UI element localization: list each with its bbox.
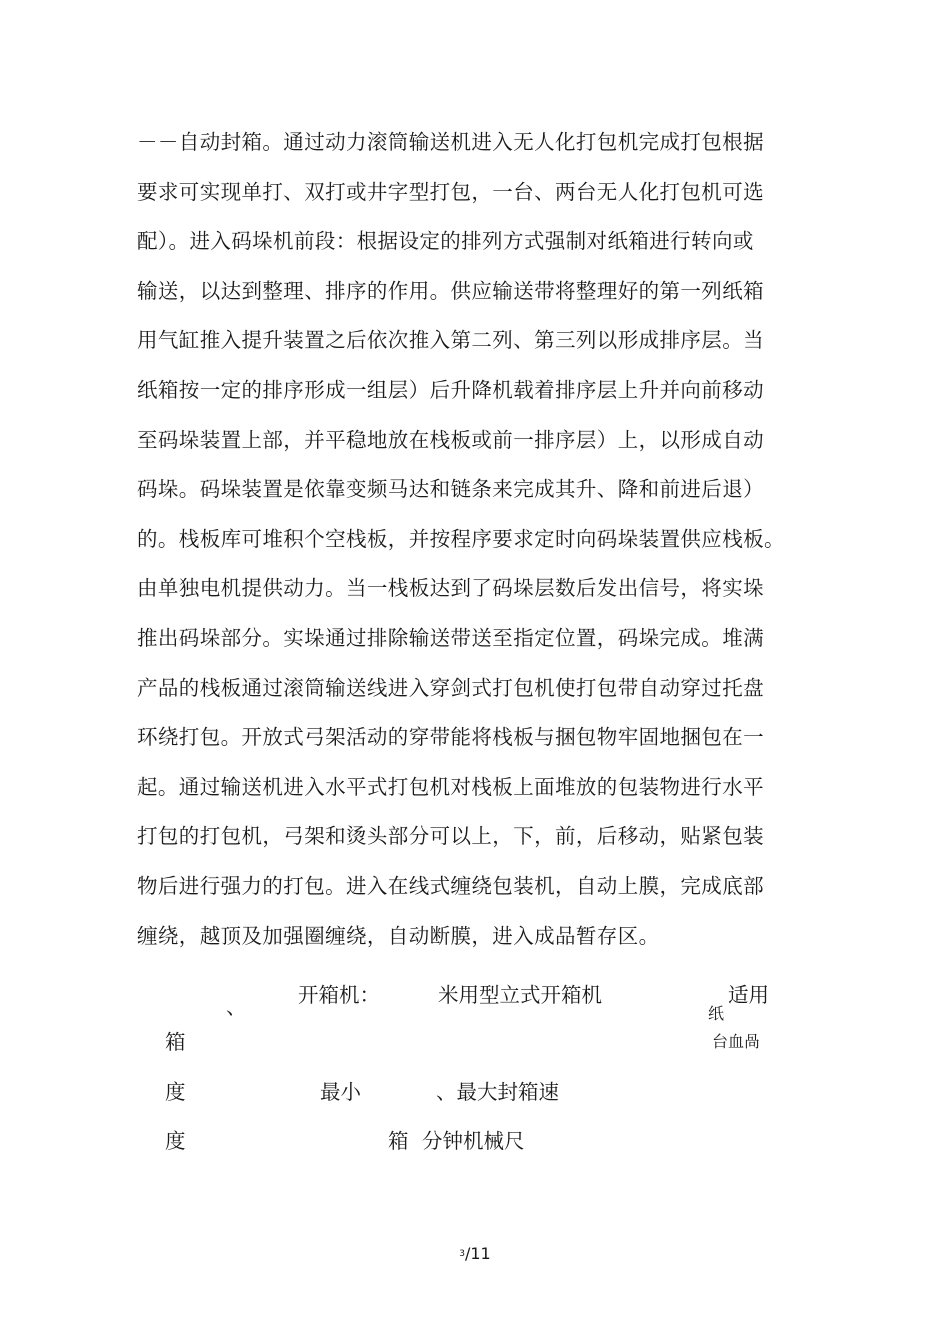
paragraph-line: 码垛。码垛装置是依靠变频马达和链条来完成其升、降和前进后退） bbox=[137, 477, 764, 502]
paragraph-line: 输送，以达到整理、排序的作用。供应输送带将整理好的第一列纸箱 bbox=[137, 278, 764, 303]
spec-box-label: 箱 bbox=[165, 1030, 186, 1054]
paragraph-line: 起。通过输送机进入水平式打包机对栈板上面堆放的包装物进行水平 bbox=[137, 774, 764, 799]
spec-degree-2: 度 bbox=[165, 1129, 186, 1153]
body-paragraph bbox=[137, 118, 827, 961]
paragraph-line: 的。栈板库可堆积个空栈板，并按程序要求定时向码垛装置供应栈板。 bbox=[137, 526, 785, 551]
paragraph-line: 缠绕，越顶及加强圈缠绕，自动断膜，进入成品暂存区。 bbox=[137, 923, 660, 948]
page-total: /11 bbox=[464, 1244, 491, 1263]
spec-applicable: 适用 bbox=[728, 983, 769, 1007]
paragraph-line: 打包的打包机，弓架和烫头部分可以上，下，前，后移动，贴紧包装 bbox=[137, 824, 764, 849]
spec-box-unit: 箱 bbox=[388, 1129, 409, 1153]
spec-max-seal-speed: 、最大封箱速 bbox=[436, 1080, 559, 1104]
spec-label: 开箱机： bbox=[298, 983, 380, 1007]
page-current: 3 bbox=[459, 1249, 465, 1259]
page-number bbox=[0, 1244, 950, 1263]
paragraph-line: 用气缸推入提升装置之后依次推入第二列、第三列以形成排序层。当 bbox=[137, 328, 764, 353]
spec-description: 米用型立式开箱机 bbox=[438, 983, 602, 1007]
spec-small-note: 台血咼 bbox=[712, 1032, 761, 1051]
spec-bullet: 、 bbox=[226, 995, 247, 1019]
paragraph-line: 由单独电机提供动力。当一栈板达到了码垛层数后发出信号，将实垛 bbox=[137, 576, 764, 601]
paragraph-line: 产品的栈板通过滚筒输送线进入穿剑式打包机使打包带自动穿过托盘 bbox=[137, 675, 764, 700]
spec-per-minute: 分钟机械尺 bbox=[422, 1129, 525, 1153]
paragraph-line: 推出码垛部分。实垛通过排除输送带送至指定位置，码垛完成。堆满 bbox=[137, 625, 764, 650]
paragraph-line: 配）。进入码垛机前段：根据设定的排列方式强制对纸箱进行转向或 bbox=[137, 229, 754, 254]
spec-min: 最小 bbox=[320, 1080, 361, 1104]
paragraph-line: 要求可实现单打、双打或井字型打包，一台、两台无人化打包机可选 bbox=[137, 179, 764, 204]
spec-degree-1: 度 bbox=[165, 1080, 186, 1104]
spec-clipped-char: 纸 bbox=[708, 1004, 725, 1023]
paragraph-line: 物后进行强力的打包。进入在线式缠绕包装机，自动上膜，完成底部 bbox=[137, 873, 764, 898]
paragraph-line: －－自动封箱。通过动力滚筒输送机进入无人化打包机完成打包根据 bbox=[137, 130, 764, 154]
paragraph-line: 环绕打包。开放式弓架活动的穿带能将栈板与捆包物牢固地捆包在一 bbox=[137, 725, 764, 750]
paragraph-line: 纸箱按一定的排序形成一组层）后升降机载着排序层上升并向前移动 bbox=[137, 377, 764, 402]
paragraph-line: 至码垛装置上部，并平稳地放在栈板或前一排序层）上，以形成自动 bbox=[137, 427, 764, 452]
